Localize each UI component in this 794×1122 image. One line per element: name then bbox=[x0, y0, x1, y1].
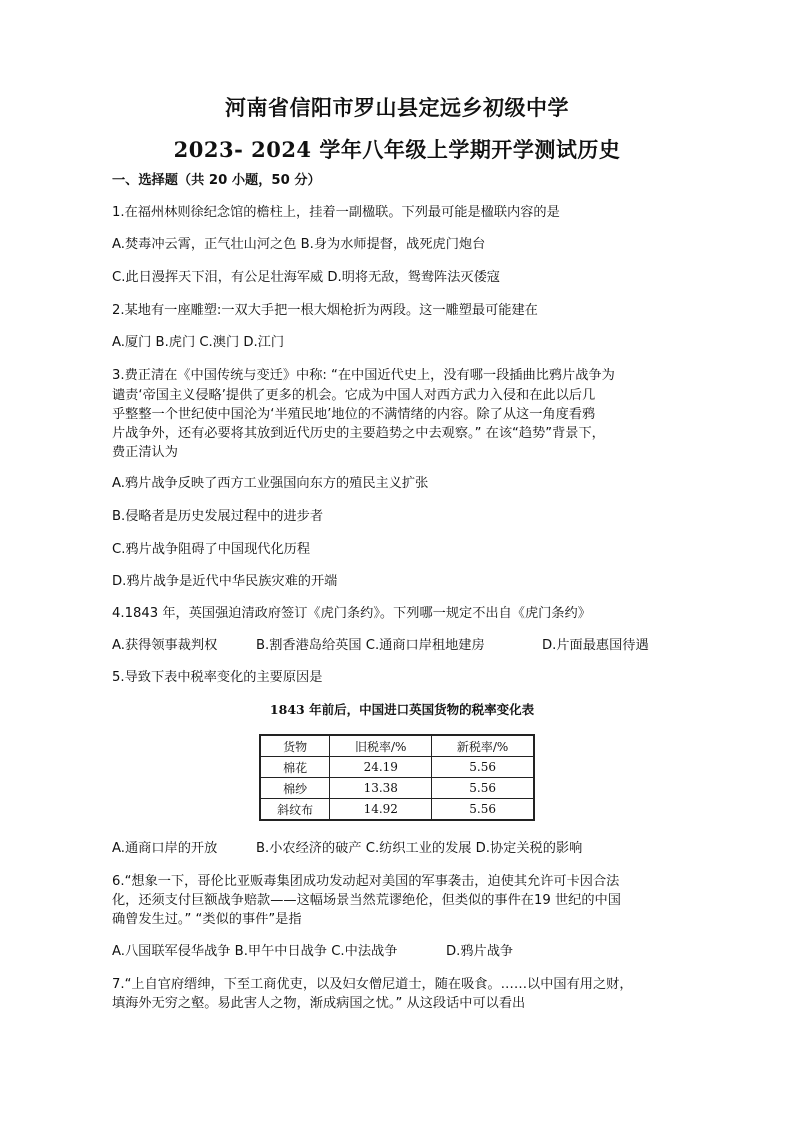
question-3-stem-line: 乎整整一个世纪使中国沦为‘半殖民地’地位的不满情绪的内容。除了从这一角度看鸦 bbox=[112, 407, 596, 422]
table-cell: 5.56 bbox=[432, 799, 534, 821]
question-1-stem: 1.在福州林则徐纪念馆的檐柱上，挂着一副楹联。下列最可能是楹联内容的是 bbox=[112, 205, 560, 220]
question-3-stem-line: 谴责‘帝国主义侵略’提供了更多的机会。它成为中国人对西方武力入侵和在此以后几 bbox=[112, 388, 596, 403]
question-6-stem-line: 6.“想象一下，哥伦比亚贩毒集团成功发动起对美国的军事袭击，迫使其允许可卡因合法 bbox=[112, 874, 620, 889]
question-5-option-a: A.通商口岸的开放 bbox=[112, 841, 218, 856]
question-3-option-c: C.鸦片战争阻碍了中国现代化历程 bbox=[112, 542, 311, 557]
section-heading: 一、选择题（共 20 小题，50 分） bbox=[112, 173, 321, 188]
column-header: 旧税率/% bbox=[330, 735, 432, 757]
column-header: 新税率/% bbox=[432, 735, 534, 757]
question-5-option-bcd: B.小农经济的破产 C.纺织工业的发展 D.协定关税的影响 bbox=[256, 841, 583, 856]
question-7-stem-line: 7.“上自官府缙绅，下至工商优吏，以及妇女僧尼道士，随在吸食。……以中国有用之财， bbox=[112, 977, 633, 992]
question-4-option-d: D.片面最惠国待遇 bbox=[542, 638, 649, 653]
table-cell: 5.56 bbox=[432, 757, 534, 778]
exam-title-subject: 2023- 2024 学年八年级上学期开学测试历史 bbox=[173, 137, 621, 162]
tax-rate-table bbox=[259, 734, 535, 821]
table-header-row bbox=[260, 735, 534, 757]
question-7-stem-line: 填海外无穷之壑。易此害人之物，渐成病国之忧。” 从这段话中可以看出 bbox=[112, 996, 526, 1011]
column-header: 货物 bbox=[260, 735, 330, 757]
question-6-options bbox=[112, 942, 692, 962]
question-4-options bbox=[112, 636, 692, 656]
question-2-options: A.厦门 B.虎门 C.澳门 D.江门 bbox=[112, 335, 285, 350]
question-4-stem: 4.1843 年，英国强迫清政府签订《虎门条约》。下列哪一规定不出自《虎门条约》 bbox=[112, 606, 591, 621]
question-5-stem: 5.导致下表中税率变化的主要原因是 bbox=[112, 670, 323, 685]
table-row bbox=[260, 778, 534, 799]
table-cell: 24.19 bbox=[330, 757, 432, 778]
question-1-options-ab: A.焚毒冲云霄，正气壮山河之色 B.身为水师提督，战死虎门炮台 bbox=[112, 237, 486, 252]
question-1-options-cd: C.此日漫挥天下泪，有公足壮海军威 D.明将无敌，鸳鸯阵法灭倭寇 bbox=[112, 270, 500, 285]
table-row bbox=[260, 799, 534, 821]
question-4-option-bc: B.割香港岛给英国 C.通商口岸租地建房 bbox=[256, 638, 485, 653]
question-5-options bbox=[112, 839, 692, 859]
question-3-option-a: A.鸦片战争反映了西方工业强国向东方的殖民主义扩张 bbox=[112, 476, 429, 491]
question-6-stem-line: 化，还须支付巨额战争赔款——这幅场景当然荒谬绝伦，但类似的事件在19 世纪的中国 bbox=[112, 893, 621, 908]
question-3-option-b: B.侵略者是历史发展过程中的进步者 bbox=[112, 509, 324, 524]
question-4-option-a: A.获得领事裁判权 bbox=[112, 638, 218, 653]
question-6-stem-line: 确曾发生过。” “类似的事件”是指 bbox=[112, 912, 302, 927]
table-cell: 14.92 bbox=[330, 799, 432, 821]
question-3-stem-line: 费正清认为 bbox=[112, 445, 178, 460]
table-cell: 斜纹布 bbox=[260, 799, 330, 821]
exam-title-school: 河南省信阳市罗山县定远乡初级中学 bbox=[225, 95, 569, 120]
table-cell: 13.38 bbox=[330, 778, 432, 799]
question-3-stem-line: 3.费正清在《中国传统与变迁》中称: “在中国近代史上，没有哪一段插曲比鸦片战争为 bbox=[112, 368, 615, 383]
table-cell: 棉花 bbox=[260, 757, 330, 778]
tax-rate-table-title: 1843 年前后，中国进口英国货物的税率变化表 bbox=[269, 702, 535, 717]
question-3-stem-line: 片战争外，还有必要将其放到近代历史的主要趋势之中去观察。” 在该“趋势”背景下， bbox=[112, 426, 605, 441]
question-3-option-d: D.鸦片战争是近代中华民族灾难的开端 bbox=[112, 574, 338, 589]
question-6-option-abc: A.八国联军侵华战争 B.甲午中日战争 C.中法战争 bbox=[112, 944, 398, 959]
table-row bbox=[260, 757, 534, 778]
table-cell: 棉纱 bbox=[260, 778, 330, 799]
question-2-stem: 2.某地有一座雕塑:一双大手把一根大烟枪折为两段。这一雕塑最可能建在 bbox=[112, 303, 538, 318]
question-6-option-d: D.鸦片战争 bbox=[446, 944, 514, 959]
table-cell: 5.56 bbox=[432, 778, 534, 799]
